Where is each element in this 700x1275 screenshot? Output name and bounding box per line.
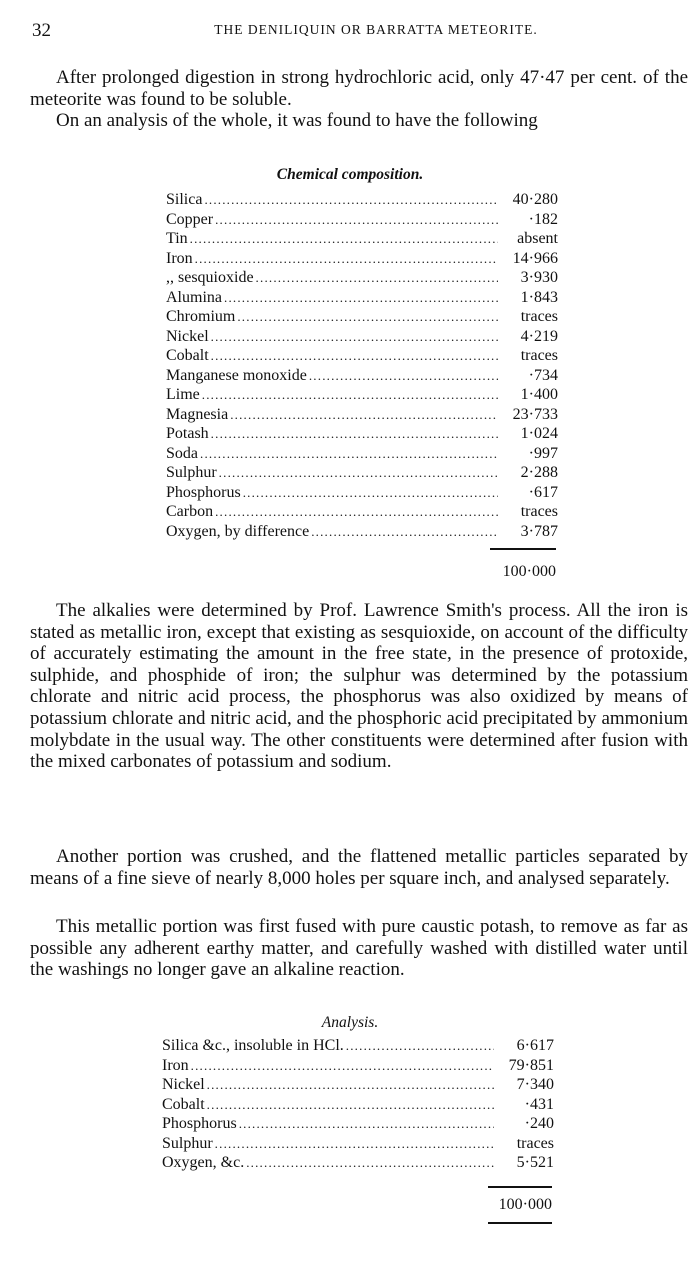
row-label: Sulphur bbox=[162, 1134, 213, 1152]
dot-leader bbox=[219, 463, 498, 483]
table-row bbox=[166, 327, 558, 347]
row-label: Sulphur bbox=[166, 464, 217, 481]
row-value: 6·617 bbox=[516, 1037, 554, 1054]
row-label: Copper bbox=[166, 210, 214, 228]
table-row bbox=[162, 1134, 554, 1154]
page-number: 32 bbox=[32, 20, 51, 41]
table-row bbox=[166, 502, 558, 522]
dot-leader bbox=[215, 210, 498, 230]
table2-total-rule bbox=[488, 1186, 552, 1188]
row-value: 3·787 bbox=[520, 522, 558, 540]
row-label: Nickel bbox=[162, 1076, 205, 1093]
row-value: ·431 bbox=[524, 1095, 554, 1113]
table-row bbox=[162, 1056, 554, 1076]
dot-leader bbox=[243, 483, 498, 503]
row-label: Soda bbox=[166, 444, 198, 462]
row-value: ·182 bbox=[528, 210, 558, 228]
row-label: Iron bbox=[166, 249, 193, 267]
dot-leader bbox=[207, 1095, 494, 1115]
row-label: Alumina bbox=[166, 288, 222, 306]
dot-leader bbox=[195, 249, 498, 269]
table-row bbox=[166, 385, 558, 405]
row-label: Carbon bbox=[166, 503, 214, 520]
dot-leader bbox=[215, 1134, 494, 1154]
row-label: Oxygen, by difference bbox=[166, 522, 310, 540]
table-row bbox=[166, 210, 558, 230]
dot-leader bbox=[211, 424, 498, 444]
row-label: ,, sesquioxide bbox=[166, 269, 254, 286]
table-row bbox=[166, 307, 558, 327]
row-value: 3·930 bbox=[520, 269, 558, 286]
paragraph-text: After prolonged digestion in strong hydrochloric acid, only 47·47 per cent. of the meteorite was found to be soluble. bbox=[30, 67, 688, 110]
row-value: ·240 bbox=[524, 1115, 554, 1132]
dot-leader bbox=[230, 405, 498, 425]
table2-total: 100·000 bbox=[498, 1196, 552, 1213]
row-label: Chromium bbox=[166, 308, 236, 325]
paragraph-methods bbox=[30, 600, 688, 773]
dot-leader bbox=[256, 268, 498, 288]
row-value: absent bbox=[517, 230, 558, 247]
row-label: Tin bbox=[166, 230, 188, 247]
paragraph-text: On an analysis of the whole, it was found to have the following bbox=[56, 110, 538, 131]
row-value: 40·280 bbox=[512, 191, 558, 208]
dot-leader bbox=[309, 366, 498, 386]
row-value: 23·733 bbox=[512, 405, 558, 423]
table-row bbox=[162, 1114, 554, 1134]
row-label: Phosphorus bbox=[162, 1115, 237, 1132]
table-row bbox=[166, 463, 558, 483]
paragraph-text: The alkalies were determined by Prof. Lawrence Smith's process. All the iron is stated as metallic iron, except that existing as sesquioxide, on account of the difficulty of accurately estimating the amount in the free state, in the presence of protoxide, sulphide, and phosphide of iron; the sulphur was determined by the potassium chlorate and nitric acid process, the phosphorus was also oxidized by means of potassium chlorate and nitric acid, and the phosphoric acid precipitated by ammonium molybdate in the usual way. The other constituents were determined after fusion with the mixed carbonates of potassium and sodium. bbox=[30, 600, 688, 773]
row-value: ·734 bbox=[528, 366, 558, 384]
row-value: traces bbox=[520, 347, 558, 364]
paragraph-text: Another portion was crushed, and the flattened metallic particles separated by means of a fine sieve of nearly 8,000 holes per square inch, and analysed separately. bbox=[30, 846, 688, 889]
row-label: Lime bbox=[166, 386, 200, 403]
dot-leader bbox=[190, 229, 498, 249]
dot-leader bbox=[211, 346, 498, 366]
row-value: ·617 bbox=[528, 483, 558, 501]
table-row bbox=[166, 522, 558, 542]
dot-leader bbox=[202, 385, 498, 405]
dot-leader bbox=[211, 327, 498, 347]
row-label: Silica &c., insoluble in HCl. bbox=[162, 1037, 344, 1054]
page-header bbox=[32, 20, 680, 44]
row-value: 1·843 bbox=[520, 288, 558, 306]
row-label: Iron bbox=[162, 1056, 189, 1074]
table-row bbox=[162, 1036, 554, 1056]
row-label: Cobalt bbox=[162, 1095, 205, 1113]
row-label: Magnesia bbox=[166, 405, 229, 423]
paragraph-metallic-portion bbox=[30, 916, 688, 981]
dot-leader bbox=[239, 1114, 494, 1134]
dot-leader bbox=[207, 1075, 494, 1095]
table-row bbox=[166, 366, 558, 386]
table-row bbox=[166, 190, 558, 210]
dot-leader bbox=[224, 288, 498, 308]
row-label: Phosphorus bbox=[166, 483, 241, 501]
paragraph-analysis-intro bbox=[30, 110, 688, 132]
row-label: Nickel bbox=[166, 327, 209, 345]
table-row bbox=[166, 405, 558, 425]
row-label: Potash bbox=[166, 425, 209, 442]
row-value: ·997 bbox=[528, 444, 558, 462]
row-value: traces bbox=[516, 1134, 554, 1152]
table1-title: Chemical composition. bbox=[276, 166, 424, 183]
table1-total-rule bbox=[490, 548, 556, 550]
row-value: 79·851 bbox=[508, 1056, 554, 1074]
table-row bbox=[166, 483, 558, 503]
table-row bbox=[162, 1075, 554, 1095]
dot-leader bbox=[215, 502, 498, 522]
table-row bbox=[162, 1095, 554, 1115]
table-row bbox=[162, 1153, 554, 1173]
dot-leader bbox=[237, 307, 498, 327]
dot-leader bbox=[311, 522, 498, 542]
paragraph-solubility bbox=[30, 67, 688, 110]
row-value: traces bbox=[520, 308, 558, 325]
table-row bbox=[166, 249, 558, 269]
row-label: Oxygen, &c. bbox=[162, 1154, 245, 1171]
table-row bbox=[166, 346, 558, 366]
table-row bbox=[166, 268, 558, 288]
table2-bottom-rule bbox=[488, 1222, 552, 1224]
paragraph-crushed-portion bbox=[30, 846, 688, 889]
row-label: Manganese monoxide bbox=[166, 366, 307, 384]
table-row bbox=[166, 288, 558, 308]
row-value: 2·288 bbox=[520, 464, 558, 481]
table2-title: Analysis. bbox=[321, 1014, 379, 1031]
table-row bbox=[166, 424, 558, 444]
row-value: 1·400 bbox=[520, 386, 558, 403]
row-value: 5·521 bbox=[516, 1154, 554, 1171]
row-value: 4·219 bbox=[520, 327, 558, 345]
row-value: 1·024 bbox=[520, 425, 558, 442]
table1-total: 100·000 bbox=[502, 563, 556, 580]
row-value: traces bbox=[520, 503, 558, 520]
analysis-table bbox=[162, 1036, 554, 1173]
row-value: 7·340 bbox=[516, 1076, 554, 1093]
dot-leader bbox=[204, 190, 498, 210]
table-row bbox=[166, 229, 558, 249]
dot-leader bbox=[191, 1056, 494, 1076]
row-value: 14·966 bbox=[512, 249, 558, 267]
row-label: Cobalt bbox=[166, 347, 209, 364]
dot-leader bbox=[246, 1153, 494, 1173]
row-label: Silica bbox=[166, 191, 203, 208]
dot-leader bbox=[346, 1036, 494, 1056]
dot-leader bbox=[200, 444, 498, 464]
table-row bbox=[166, 444, 558, 464]
paragraph-text: This metallic portion was first fused with pure caustic potash, to remove as far as possible any adherent earthy matter, and carefully washed with distilled water until the washings no longer gave an alkaline reaction. bbox=[30, 916, 688, 981]
chemical-composition-table bbox=[166, 190, 558, 541]
running-title: THE DENILIQUIN OR BARRATTA METEORITE. bbox=[214, 22, 538, 37]
